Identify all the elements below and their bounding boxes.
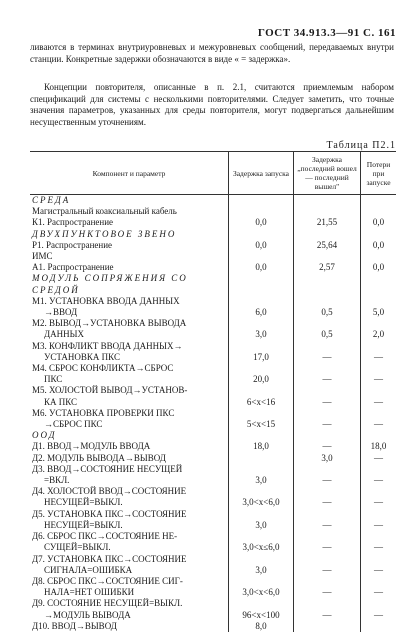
table-cell-value: — (294, 374, 361, 385)
table-cell-value: — (294, 441, 361, 452)
table-cell-value (229, 598, 294, 609)
table-header-row (30, 152, 396, 195)
table-cell-value: — (294, 520, 361, 531)
table-cell-value: — (294, 397, 361, 408)
header-start-loss: Потери при запуске (361, 152, 397, 195)
table-cell-value (294, 576, 361, 587)
table-cell-value (294, 195, 361, 207)
table-cell-value: 0,0 (229, 217, 294, 228)
table-cell-value (361, 296, 397, 307)
table-cell-value: 3,0 (294, 453, 361, 464)
table-cell-value (229, 554, 294, 565)
table-cell-value: — (294, 542, 361, 553)
table-cell-value (229, 273, 294, 284)
table-cell-component: СИГНАЛА=ОШИБКА (44, 564, 133, 575)
table-cell-value (229, 285, 294, 296)
table-cell-component: НЕСУЩЕЙ=ВЫКЛ. (44, 519, 123, 530)
table-cell-value (361, 195, 397, 207)
table-row (30, 251, 396, 262)
table-cell-value (294, 296, 361, 307)
table-cell-component: Д8. СБРОС ПКС→СОСТОЯНИЕ СИГ- (32, 575, 183, 586)
table-cell-component: ДВУХПУНКТОВОЕ ЗВЕНО (32, 228, 177, 239)
table-cell-value: — (361, 475, 397, 486)
table-cell-component: =ВКЛ. (44, 475, 70, 486)
table-cell-value: — (361, 542, 397, 553)
table-cell-value (361, 486, 397, 497)
table-cell-value (294, 318, 361, 329)
table-cell-component: СРЕДОЙ (32, 284, 80, 295)
table-cell-value (294, 408, 361, 419)
table-cell-value: — (294, 610, 361, 621)
table-cell-value: — (361, 610, 397, 621)
table-row (30, 329, 396, 340)
table-cell-component: Магистральный коаксиальный кабель (32, 206, 177, 217)
table-cell-component: ПКС (44, 374, 63, 385)
table-cell-value (229, 341, 294, 352)
paragraph-continued: ливаются в терминах внутриуровневых и межуровневых сообщений, передаваемых внутри станции. Конкретные задержки обозначаются в виде « = задержка». (30, 42, 394, 64)
table-cell-value (361, 285, 397, 296)
table-cell-value: — (361, 419, 397, 430)
table-cell-component: →МОДУЛЬ ВЫВОДА (44, 609, 131, 620)
table-row (30, 318, 396, 329)
table-row (30, 441, 396, 452)
table-cell-component: Д10. ВВОД→ВЫВОД (32, 620, 117, 631)
table-cell-component: ИМС (32, 251, 53, 262)
table-cell-value: 0,0 (361, 217, 397, 228)
table-cell-value (294, 464, 361, 475)
table-cell-component: СУЩЕЙ=ВЫКЛ. (44, 542, 111, 553)
table-cell-value (294, 509, 361, 520)
table-cell-value: — (361, 352, 397, 363)
table-cell-value (361, 363, 397, 374)
table-cell-value (294, 598, 361, 609)
table-row (30, 240, 396, 251)
table-cell-component: Д7. УСТАНОВКА ПКС→СОСТОЯНИЕ (32, 553, 187, 564)
table-row (30, 206, 396, 217)
table-cell-value (229, 509, 294, 520)
paragraph-repeater-concepts: Концепции повторителя, описанные в п. 2.1, считаются приемлемым набором спецификаций для системы с несколькими повторителями. Следует заметить, что точные значения параметров, указанных для среды повторителя, могут подвергаться дальнейшим несущественным уточнениям. (30, 82, 394, 127)
table-cell-component: К1. Распространение (32, 217, 114, 228)
table-cell-value: 0,0 (229, 262, 294, 273)
table-cell-value (294, 554, 361, 565)
table-cell-value: 18,0 (361, 441, 397, 452)
table-cell-value: 96<x<100 (229, 610, 294, 621)
table-cell-value (361, 229, 397, 240)
table-cell-component: Д6. СБРОС ПКС→СОСТОЯНИЕ НЕ- (32, 531, 178, 542)
delay-table (30, 151, 396, 632)
table-cell-value: 3,0<x<6,0 (229, 587, 294, 598)
table-row (30, 341, 396, 352)
table-cell-value (229, 296, 294, 307)
table-cell-value: 18,0 (229, 441, 294, 452)
table-row (30, 576, 396, 587)
table-cell-component: НЕСУЩЕЙ=ВЫКЛ. (44, 497, 123, 508)
table-cell-value: 0,5 (294, 329, 361, 340)
table-cell-value: — (294, 419, 361, 430)
table-cell-value: 8,0 (229, 621, 294, 632)
table-row (30, 554, 396, 565)
table-row (30, 430, 396, 441)
table-cell-value: — (294, 587, 361, 598)
table-cell-component: →ВВОД (44, 307, 78, 318)
header-lilo-delay: Задержка „последний вошел — последний вышел" (294, 152, 361, 195)
table-cell-value: — (361, 374, 397, 385)
table-row (30, 217, 396, 228)
table-cell-value (229, 531, 294, 542)
table-cell-component: Д1. ВВОД→МОДУЛЬ ВВОДА (32, 441, 151, 452)
table-cell-value (361, 554, 397, 565)
table-cell-value: 3,0<x<6,0 (229, 497, 294, 508)
table-cell-component: УСТАНОВКА ПКС (44, 351, 120, 362)
table-cell-component: КА ПКС (44, 396, 78, 407)
table-cell-value (294, 285, 361, 296)
table-cell-component: М1. УСТАНОВКА ВВОДА ДАННЫХ (32, 295, 180, 306)
table-cell-value: 2,0 (361, 329, 397, 340)
page-header: ГОСТ 34.913.3—91 С. 161 (257, 27, 396, 39)
table-body (30, 195, 396, 632)
table-cell-value: — (361, 587, 397, 598)
table-cell-component: НАЛА=НЕТ ОШИБКИ (44, 587, 135, 598)
table-cell-value: 25,64 (294, 240, 361, 251)
table-cell-component: А1. Распространение (32, 262, 114, 273)
table-cell-value: 6,0 (229, 307, 294, 318)
table-cell-value (361, 408, 397, 419)
table-cell-value (361, 341, 397, 352)
table-row (30, 531, 396, 542)
table-cell-value: — (294, 352, 361, 363)
table-row (30, 285, 396, 296)
table-cell-value (294, 621, 361, 632)
table-cell-value (361, 251, 397, 262)
table-cell-value (294, 206, 361, 217)
table-row (30, 419, 396, 430)
table-cell-component: М2. ВЫВОД→УСТАНОВКА ВЫВОДА (32, 318, 187, 329)
table-cell-value (229, 486, 294, 497)
table-cell-value (229, 385, 294, 396)
table-row (30, 565, 396, 576)
table-cell-value: 17,0 (229, 352, 294, 363)
table-cell-value: 3,0 (229, 520, 294, 531)
table-cell-value: 0,0 (229, 240, 294, 251)
table-row (30, 542, 396, 553)
table-row (30, 352, 396, 363)
table-cell-component: М4. СБРОС КОНФЛИКТА→СБРОС (32, 363, 174, 374)
table-cell-value (294, 363, 361, 374)
table-row (30, 509, 396, 520)
table-cell-value: 6<x<16 (229, 397, 294, 408)
table-cell-value: 20,0 (229, 374, 294, 385)
table-row (30, 385, 396, 396)
table-cell-value (229, 318, 294, 329)
table-cell-value (229, 229, 294, 240)
table-cell-component: М6. УСТАНОВКА ПРОВЕРКИ ПКС (32, 407, 175, 418)
table-cell-value (294, 251, 361, 262)
table-cell-value (361, 598, 397, 609)
table-cell-value (294, 430, 361, 441)
table-row (30, 397, 396, 408)
header-start-delay: Задержка запуска (229, 152, 294, 195)
table-cell-component: Д2. МОДУЛЬ ВЫВОДА→ВЫВОД (32, 452, 166, 463)
table-cell-value: 3,0 (229, 475, 294, 486)
table-cell-value (229, 206, 294, 217)
table-cell-value (361, 206, 397, 217)
table-row (30, 408, 396, 419)
table-row (30, 598, 396, 609)
table-cell-value (229, 464, 294, 475)
table-cell-component: ООД (32, 430, 57, 441)
table-cell-value: — (361, 520, 397, 531)
table-row (30, 621, 396, 632)
table-row (30, 587, 396, 598)
table-cell-value: 3,0<x≤6,0 (229, 542, 294, 553)
table-cell-value (361, 576, 397, 587)
table-cell-component: Д3. ВВОД→СОСТОЯНИЕ НЕСУЩЕЙ (32, 463, 183, 474)
table-cell-value: 3,0 (229, 329, 294, 340)
table-cell-component: ДАННЫХ (44, 329, 84, 340)
table-cell-value: 3,0 (229, 565, 294, 576)
table-cell-value (361, 509, 397, 520)
header-component: Компонент и параметр (30, 152, 229, 195)
table-cell-component: Д9. СОСТОЯНИЕ НЕСУЩЕЙ=ВЫКЛ. (32, 598, 183, 609)
table-cell-value (361, 621, 397, 632)
table-row (30, 464, 396, 475)
table-cell-value (361, 318, 397, 329)
table-row (30, 497, 396, 508)
table-cell-value (361, 531, 397, 542)
table-cell-value (361, 385, 397, 396)
table-cell-value: — (294, 497, 361, 508)
table-cell-value: — (294, 565, 361, 576)
table-cell-value: 21,55 (294, 217, 361, 228)
table-cell-value: 0,5 (294, 307, 361, 318)
table-row (30, 374, 396, 385)
table-cell-value (361, 464, 397, 475)
table-cell-component: Д5. УСТАНОВКА ПКС→СОСТОЯНИЕ (32, 508, 187, 519)
table-cell-value: 0,0 (361, 262, 397, 273)
table-cell-value (229, 363, 294, 374)
table-row (30, 195, 396, 207)
table-row (30, 363, 396, 374)
table-cell-value (229, 408, 294, 419)
table-cell-value (361, 430, 397, 441)
table-cell-value (294, 531, 361, 542)
table-cell-value: — (361, 397, 397, 408)
table-row (30, 486, 396, 497)
table-cell-value (294, 385, 361, 396)
table-cell-value (229, 576, 294, 587)
table-cell-component: МОДУЛЬ СОПРЯЖЕНИЯ СО (32, 273, 188, 284)
table-row (30, 262, 396, 273)
table-cell-value (294, 229, 361, 240)
table-row (30, 307, 396, 318)
table-row (30, 520, 396, 531)
table-row (30, 453, 396, 464)
table-cell-value (229, 430, 294, 441)
table-row (30, 475, 396, 486)
table-cell-component: СРЕДА (32, 195, 71, 205)
table-cell-value: — (294, 475, 361, 486)
table-cell-value (294, 341, 361, 352)
table-cell-value: 5,0 (361, 307, 397, 318)
table-cell-value (229, 453, 294, 464)
table-cell-value (361, 273, 397, 284)
table-row (30, 610, 396, 621)
table-cell-value: — (361, 453, 397, 464)
table-row (30, 273, 396, 284)
table-cell-value: — (361, 565, 397, 576)
table-cell-value (294, 486, 361, 497)
table-caption: Таблица П2.1 (326, 140, 396, 151)
table-cell-component: М3. КОНФЛИКТ ВВОДА ДАННЫХ→ (32, 340, 183, 351)
table-cell-value (229, 195, 294, 207)
table-cell-value: 0,0 (361, 240, 397, 251)
table-cell-component: М5. ХОЛОСТОЙ ВЫВОД→УСТАНОВ- (32, 385, 188, 396)
table-cell-value: 2,57 (294, 262, 361, 273)
table-row (30, 296, 396, 307)
table-cell-component: Д4. ХОЛОСТОЙ ВВОД→СОСТОЯНИЕ (32, 486, 187, 497)
table-cell-value (229, 251, 294, 262)
table-row (30, 229, 396, 240)
table-cell-component: Р1. Распространение (32, 239, 113, 250)
table-cell-value: 5<x<15 (229, 419, 294, 430)
table-cell-value (294, 273, 361, 284)
table-cell-value: — (361, 497, 397, 508)
table-cell-component: →СБРОС ПКС (44, 419, 103, 430)
